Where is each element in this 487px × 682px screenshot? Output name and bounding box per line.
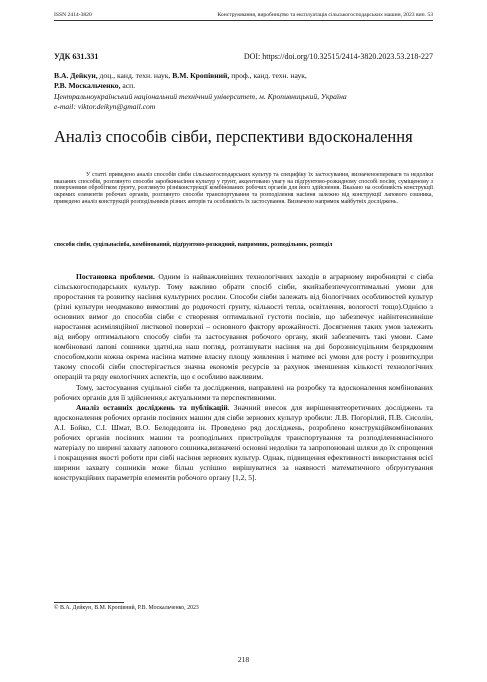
paragraph-problem: [54, 272, 433, 383]
page-number: 218: [237, 655, 250, 664]
running-head: [54, 12, 433, 21]
paragraph-review: [54, 403, 433, 483]
abstract-text: У статті приведено аналіз способів сівби сільськогосподарських культур та специфіку їх застосування, визначеноепереваги та недоліки вказаних способів, розглянуто способи заробкинасіння культур у грунт, акцентовано увагу на підґрунтово-розкидному способі посіву, суміщеному з поверхневим обробітком ґрунту, розглянуто різніконструкції комбінованих робочих органів для його здійснення. Вказано на особливість конструкції окремих елементів робочих органів, розглянуто способи транспортування та розподілення насіння залежно від конструкції лапового сошника, приведено аналіз конструкцій розподільників різних авторів та особливість їх застосування. Визначено напрямок майбутніх досліджень.: [54, 172, 433, 205]
paragraph-review-text: . Значний внесок для вирішеннятеоретичних досліджень та вдосконалення робочих органів посівних машин для сівби зернових культур зробили: Л.В. Погорілий, П.В. Сисолін, А.І. Бойко, С.І. Шмат, В.О. Белодедовта ін. Проведено ряд досліджень, розроблено конструкційкомбінованих робочих органів посівних машин та розподільних пристроївдля транспортування та розподіленнянасінного матеріалу по ширині захвату лапового сошника,визначені основні недоліки та запропоновані шляхи до їх спрощення і покращення якості роботи при сівбі насіння зернових культур. Однак, підвищення ефективності використання всієї ширини захвату сошників може більш успішно вирішуватися за наявності математичного обґрунтування конструкційних параметрів елементів робочого органу [1,2, 5].: [54, 402, 433, 482]
author-name-2: В.М. Кропівний,: [172, 71, 230, 80]
section-heading-review: Аналіз останніх досліджень та публікацій: [76, 402, 228, 412]
affiliation: Центральноукраїнський національний технічний університет, м. Кропивницький, Україна: [54, 91, 347, 101]
author-title-2: проф., канд. техн. наук,: [229, 71, 307, 80]
email[interactable]: e-mail: viktor.deikyn@gmail.com: [54, 102, 156, 112]
article-title: Аналіз способів сівби, перспективи вдосконалення: [54, 127, 413, 146]
article-body: [54, 272, 433, 483]
author-line-2: [54, 81, 433, 91]
issn: ISSN 2414-3820: [54, 12, 92, 18]
journal-title: Конструювання, виробництво та експлуатація сільськогосподарських машин, 2023 вип. 53: [217, 12, 433, 18]
keywords: способи сівби, суцільнасівба, комбінований, підґрунтово-розкидний, напрямник, розподільник, розподіл: [54, 242, 333, 248]
paragraph-problem-text: Одним із найважливіших технологічних заходів в аграрному виробництві є сівба сільськогосподарських культур. Тому важливо обрати спосіб сівби, якийзабезпечуєоптимальні умови для проростання та розвитку насіння культурних рослин. Способи сівби залежать від біологічних особливостей культур (різні культури неодмаково вимогливі до родючості ґрунту, кількості тепла, освітлення, вологості тощо).Однією з основних вимог до способів сівби є створення оптимальної густоти посівів, що забезпечує найінтенсивніше наростання асиміляційної листкової поверхні – основного фактору врожайності. Досягнення таких умов залежить від вибору оптимального способу сівби та застосування робочого органу, який забезпечить такі умови. Саме комбіновані лапові сошники здатні,на наш погляд, розташувати насіння на дні борознисуцільним безрядковим способом,коли кожна окрема насінна матиме власну площу живлення і матиме всі умови для росту і розвитку,при такому способі сівби спостерігається значна економія ресурсів за рахунок зменшення кількості технологічних операцій та ряду екологічних аспектів, що є особливо важливим.: [54, 272, 434, 382]
author-title-1: доц., канд. техн. наук,: [97, 71, 171, 80]
author-block: [54, 71, 433, 113]
doi[interactable]: DOI: https://doi.org/10.32515/2414-3820.2023.53.218-227: [243, 52, 433, 61]
udc-code: УДК 631.331: [54, 52, 99, 61]
copyright-footnote: © В.А. Дейкун, В.М. Кропівний, Р.В. Москальченко, 2023: [54, 605, 199, 611]
abstract: [54, 172, 433, 206]
paragraph-relevance: Тому, застосування суцільної сівби та дослідження, направлені на розробку та вдосконалення комбінованих робочих органів для її здійснення,є актуальними та перспективними.: [54, 382, 433, 402]
author-name-1: В.А. Дейкун,: [54, 71, 98, 80]
author-line-1: [54, 71, 433, 81]
author-title-3: асп.: [120, 81, 136, 91]
section-heading-problem: Постановка проблеми.: [76, 272, 155, 281]
footnote-divider: [54, 602, 124, 603]
author-name-3: Р.В. Москальченко,: [54, 81, 121, 91]
article-meta: [54, 52, 433, 61]
